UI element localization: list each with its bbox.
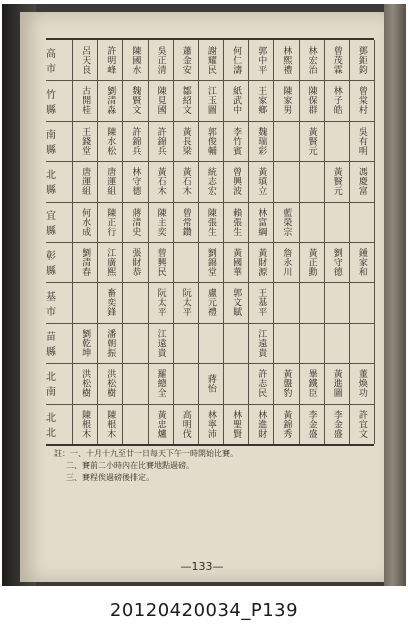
athlete-name-cell: 曾興民 xyxy=(155,247,166,277)
athlete-name-cell: 盧元禮 xyxy=(205,288,216,317)
athlete-name-cell: 鄒紹文 xyxy=(180,86,191,115)
athlete-name-cell: 郭俊輔 xyxy=(205,126,216,156)
athlete-name-cell: 許宜文 xyxy=(356,409,367,439)
athlete-name-cell: 吳有明 xyxy=(356,126,367,156)
athlete-name-cell: 黃賢元 xyxy=(306,126,317,156)
athlete-name-cell: 鄧鉅鈞 xyxy=(356,45,367,75)
athlete-name-cell: 劉乾坤 xyxy=(80,328,91,358)
athlete-name-cell: 陳主奕 xyxy=(155,207,166,237)
athlete-name-cell: 蔣怡 xyxy=(205,373,216,393)
region-label: 彰縣 xyxy=(46,251,62,278)
athlete-name-cell: 畢鐵臣 xyxy=(306,369,317,398)
athlete-name-cell: 曾茂霖 xyxy=(331,45,342,75)
athlete-name-cell: 許志民 xyxy=(256,369,267,398)
athlete-name-cell: 陳水松 xyxy=(105,126,116,156)
athlete-name-cell: 潘朝振 xyxy=(105,328,116,358)
athlete-name-cell: 統志宏 xyxy=(205,167,216,196)
athlete-name-cell: 馮慶富 xyxy=(356,167,367,196)
athlete-name-cell: 黃賢元 xyxy=(331,167,342,196)
athlete-name-cell: 劉錦堂 xyxy=(205,247,216,277)
footnotes xyxy=(54,448,364,484)
region-label: 宜縣 xyxy=(46,210,62,237)
athlete-name-cell: 許錦兵 xyxy=(130,126,141,156)
athlete-name-cell: 林聖賢 xyxy=(231,409,242,439)
athlete-name-cell: 洪松樹 xyxy=(105,369,116,398)
athlete-name-cell: 黃財源 xyxy=(256,247,267,277)
athlete-name-cell: 黃錦秀 xyxy=(281,409,292,439)
athlete-name-cell: 吳正清 xyxy=(155,45,166,75)
athlete-name-cell: 林熙禮 xyxy=(281,45,292,75)
footnote-3: 三、賽程俟過磅後排定。 xyxy=(66,473,154,482)
athlete-name-cell: 許錦兵 xyxy=(155,126,166,156)
roster-table xyxy=(46,38,374,446)
athlete-name-cell: 江遠貴 xyxy=(155,328,166,358)
athlete-name-cell: 陳正行 xyxy=(105,207,116,237)
scanned-page-image xyxy=(2,4,406,586)
athlete-name-cell: 黃填立 xyxy=(256,167,267,196)
athlete-name-cell: 黃國華 xyxy=(231,247,242,277)
athlete-name-cell: 蕭金安 xyxy=(180,45,191,75)
athlete-name-cell: 陳見國 xyxy=(155,86,166,115)
athlete-name-cell: 紙武中 xyxy=(231,86,242,115)
athlete-name-cell: 黃忠爐 xyxy=(155,409,166,439)
page-edge xyxy=(384,4,406,586)
region-label: 北南 xyxy=(46,372,62,399)
athlete-name-cell: 江廣熙 xyxy=(105,247,116,277)
athlete-name-cell: 洪松樹 xyxy=(80,369,91,398)
athlete-name-cell: 何仁濤 xyxy=(231,45,242,75)
region-label: 基市 xyxy=(46,291,62,318)
athlete-name-cell: 張財恭 xyxy=(130,247,141,277)
athlete-name-cell: 古開桂 xyxy=(80,86,91,115)
athlete-name-cell: 阮太平 xyxy=(155,288,166,317)
athlete-name-cell: 李竹賓 xyxy=(231,126,242,156)
athlete-name-cell: 蔣清史 xyxy=(130,207,141,237)
image-caption: 20120420034_P139 xyxy=(109,600,299,621)
athlete-name-cell: 郭文賦 xyxy=(231,288,242,317)
footnote-1: 註：一、十月十九至廿一日每天下午一時開始比賽。 xyxy=(54,449,238,458)
athlete-name-cell: 陳保群 xyxy=(306,86,317,115)
athlete-name-cell: 賴張生 xyxy=(231,207,242,237)
region-label: 竹縣 xyxy=(46,89,62,116)
book-page xyxy=(20,12,384,582)
athlete-name-cell: 畜奕鋒 xyxy=(105,288,116,317)
athlete-name-cell: 藍榮宗 xyxy=(281,207,292,237)
athlete-name-cell: 江遠貴 xyxy=(256,328,267,358)
footnote-2: 二、賽前二小時內在比賽地點過磅。 xyxy=(66,461,194,470)
athlete-name-cell: 黃石木 xyxy=(180,167,191,196)
athlete-name-cell: 陳根木 xyxy=(105,409,116,439)
region-label: 苗縣 xyxy=(46,331,62,358)
athlete-name-cell: 陳根木 xyxy=(80,409,91,439)
athlete-name-cell: 林富綱 xyxy=(256,207,267,237)
athlete-name-cell: 魏瑞彩 xyxy=(256,126,267,156)
athlete-name-cell: 林守德 xyxy=(130,167,141,196)
athlete-name-cell: 黃石木 xyxy=(155,167,166,196)
athlete-name-cell: 黃進圖 xyxy=(331,369,342,398)
athlete-name-cell: 魏賢文 xyxy=(130,86,141,115)
athlete-name-cell: 陳國水 xyxy=(130,45,141,75)
athlete-name-cell: 唐運組 xyxy=(105,167,116,196)
athlete-name-cell: 高明伐 xyxy=(180,409,191,439)
athlete-name-cell: 陳家男 xyxy=(281,86,292,115)
region-label: 北縣 xyxy=(46,170,62,197)
athlete-name-cell: 林子皓 xyxy=(331,86,342,115)
athlete-name-cell: 鍾家和 xyxy=(356,247,367,277)
athlete-name-cell: 劉清淼 xyxy=(105,86,116,115)
athlete-name-cell: 李金盛 xyxy=(306,409,317,439)
athlete-name-cell: 阮太平 xyxy=(180,288,191,317)
athlete-name-cell: 黃正勳 xyxy=(306,247,317,277)
athlete-name-cell: 呂天良 xyxy=(80,45,91,75)
region-label: 高市 xyxy=(46,49,62,76)
athlete-name-cell: 曾棠村 xyxy=(356,86,367,115)
athlete-name-cell: 詹永川 xyxy=(281,247,292,277)
athlete-name-cell: 劉守德 xyxy=(331,247,342,277)
athlete-name-cell: 黃盤豹 xyxy=(281,369,292,398)
athlete-name-cell: 郭中平 xyxy=(256,45,267,75)
athlete-name-cell: 謝耀民 xyxy=(205,45,216,75)
athlete-name-cell: 王基平 xyxy=(256,288,267,317)
athlete-name-cell: 林宏治 xyxy=(306,45,317,75)
page-number: —133— xyxy=(180,560,224,573)
athlete-name-cell: 陳張生 xyxy=(205,207,216,237)
athlete-name-cell: 許明峰 xyxy=(105,45,116,75)
athlete-name-cell: 李金盛 xyxy=(331,409,342,439)
athlete-name-cell: 唐運組 xyxy=(80,167,91,196)
athlete-name-cell: 林進財 xyxy=(256,409,267,439)
athlete-name-cell: 曾常鑽 xyxy=(180,207,191,237)
athlete-name-cell: 王錢堂 xyxy=(80,126,91,156)
athlete-name-cell: 劉清春 xyxy=(80,247,91,277)
region-label: 北北 xyxy=(46,412,62,439)
athlete-name-cell: 林寧沛 xyxy=(205,409,216,439)
athlete-name-cell: 曾興波 xyxy=(231,167,242,196)
athlete-name-cell: 王家鄉 xyxy=(256,86,267,115)
athlete-name-cell: 黃長梁 xyxy=(180,126,191,156)
athlete-name-cell: 江玉圖 xyxy=(205,86,216,115)
athlete-name-cell: 羅總全 xyxy=(155,369,166,398)
region-label: 南縣 xyxy=(46,129,62,156)
table-column-rule xyxy=(374,40,375,444)
athlete-name-cell: 何水成 xyxy=(80,207,91,237)
athlete-name-cell: 董煥功 xyxy=(356,369,367,398)
